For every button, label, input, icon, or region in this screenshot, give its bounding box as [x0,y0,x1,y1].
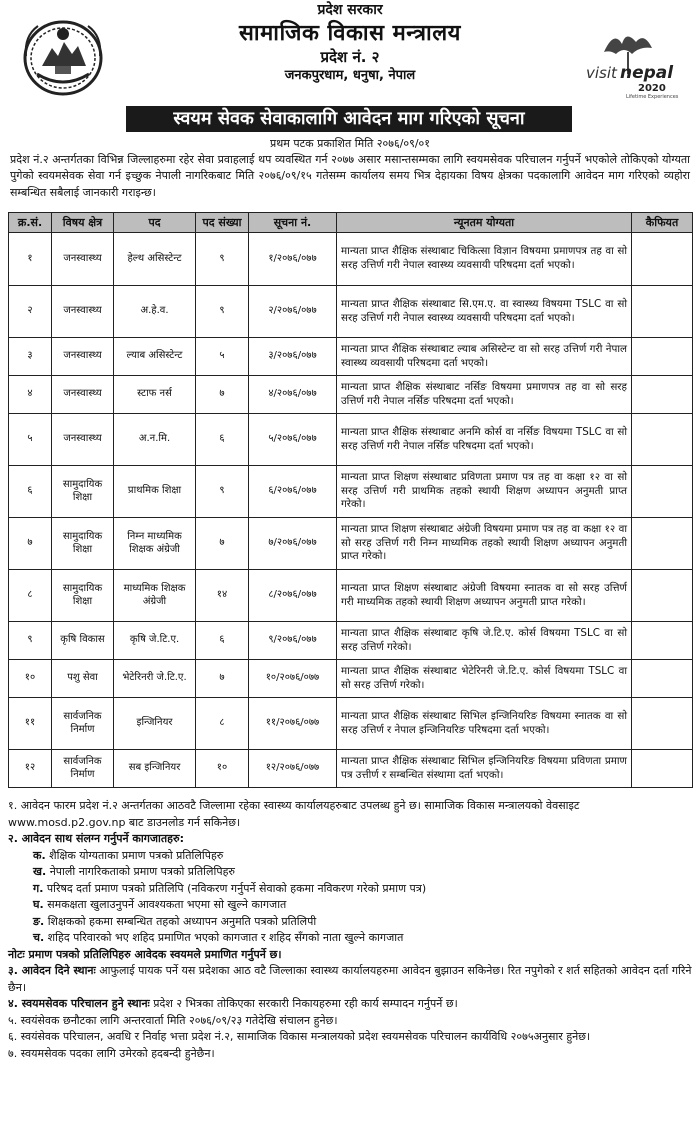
notice-intro-paragraph: प्रदेश नं.२ अन्तर्गतका विभिन्न जिल्लाहरुमा रहेर सेवा प्रवाहलाई थप व्यवस्थित गर्न २०७७ असार मसान्तसम्मका लागि स्वयमसेवक परिचालन गर्नुपर्ने भएकोले तोकिएको योग्यता पुगेको स्वयमसेवक सेवा गर्न इच्छुक नेपाली नागरिकबाट मिति २०७६/०९/१५ गतेसम्म कार्यालय समय भित्र देहायका विषय क्षेत्रका पदकालागि आवेदन माग गरिएको व्यहोरा सम्बन्धित सबैलाई जानकारी गराइन्छ। [10,153,690,199]
note-4-text: प्रदेश २ भित्रका तोकिएका सरकारी निकायहरुमा रही कार्य सम्पादन गर्नुपर्ने छ। [153,997,458,1010]
cell-remark [632,518,693,570]
notice-notes [8,798,692,1062]
cell-remark [632,622,693,660]
note-2-required-documents-title: २. आवेदन साथ संलग्न गर्नुपर्ने कागजातहरु: [8,832,184,845]
header-post: पद [114,213,196,233]
cell-area: सार्वजनिक निर्माण [52,698,114,750]
cell-qualification: मान्यता प्राप्त शैक्षिक संस्थाबाट अनमि कोर्स वा नर्सिङ विषयमा TSLC वा सो सरह उत्तिर्ण गरी नेपाल नर्सिङ परिषदमा दर्ता भएको। [337,414,632,466]
cell-notice: ६/२०७६/०७७ [249,466,337,518]
note-6-procedure: ६. स्वयंसेवक परिचालन, अवधि र निर्वाह भत्ता प्रदेश नं.२, सामाजिक विकास मन्त्रालयको प्रदेश स्वयमसेवक परिचालन कार्यविधि २०७५अनुसार हुनेछ। [8,1030,591,1043]
cell-sn: ६ [9,466,52,518]
document-item [8,881,692,898]
header-notice-number: सूचना नं. [249,213,337,233]
document-item-label: क. [33,848,46,862]
cell-sn: ७ [9,518,52,570]
header-min-qualification: न्यूनतम योग्यता [337,213,632,233]
cell-post: इन्जिनियर [114,698,196,750]
document-item-text: परिषद दर्ता प्रमाण पत्रको प्रतिलिपि (नविकरण गर्नुपर्ने सेवाको हकमा नविकरण गरेको प्रमाण पत्र) [46,881,427,895]
cell-qualification: मान्यता प्राप्त शैक्षिक संस्थाबाट भेटेरिनरी जे.टि.ए. कोर्स विषयमा TSLC वा सो सरह उत्तिर्ण गरेको। [337,660,632,698]
cell-remark [632,376,693,414]
cell-sn: ५ [9,414,52,466]
cell-count: १० [196,750,249,788]
document-item-label: ग. [33,881,44,895]
cell-remark [632,338,693,376]
cell-post: हेल्थ असिस्टेन्ट [114,233,196,286]
document-item-text: नेपाली नागरिकताको प्रमाण पत्रको प्रतिलिपिहरु [49,865,235,878]
document-item-label: ख. [33,865,47,878]
document-item [8,864,692,881]
table-row [9,518,693,570]
cell-post: अ.न.मि. [114,414,196,466]
cell-count: ९ [196,233,249,286]
cell-qualification: मान्यता प्राप्त शैक्षिक संस्थाबाट कृषि जे.टि.ए. कोर्स विषयमा TSLC वा सो सरह उत्तिर्ण गरेको। [337,622,632,660]
table-row [9,466,693,518]
table-row [9,414,693,466]
visit-nepal-2020-logo [582,24,682,99]
cell-post: निम्न माध्यमिक शिक्षक अंग्रेजी [114,518,196,570]
cell-count: १४ [196,570,249,622]
cell-sn: २ [9,286,52,338]
cell-post: भेटेरिनरी जे.टि.ए. [114,660,196,698]
note-3-text: आफुलाई पायक पर्ने यस प्रदेशका आठ वटै जिल्लाका स्वास्थ्य कार्यालयहरुमा आवेदन बुझाउन सकिनेछ। रित नपुगेको र शर्त सहितको आवेदन दर्ता गरिने छैन। [8,964,692,994]
cell-notice: ७/२०७६/०७७ [249,518,337,570]
cell-notice: ४/२०७६/०७७ [249,376,337,414]
note-4-label: ४. स्वयमसेवक परिचालन हुने स्थानः [8,997,150,1010]
table-row [9,622,693,660]
note-3-label: ३. आवेदन दिने स्थानः [8,964,96,977]
notice-banner-title: स्वयम सेवक सेवाकालागि आवेदन माग गरिएको सूचना [126,106,572,132]
cell-sn: ९ [9,622,52,660]
note-7-age-limit: ७. स्वयमसेवक पदका लागि उमेरको हदबन्दी हुनेछैन। [8,1046,215,1060]
cell-sn: ४ [9,376,52,414]
cell-qualification: मान्यता प्राप्त शिक्षण संस्थाबाट अंग्रेजी विषयमा प्रमाण पत्र तह वा कक्षा १२ वा सो सरह उत्तिर्ण गरी निम्न माध्यमिक तहको स्थायी शिक्षण अध्यापन अनुमती प्राप्त गरेको। [337,518,632,570]
ministry-title: सामाजिक विकास मन्त्रालय [239,21,461,46]
document-item-label: घ. [33,898,44,911]
cell-area: जनस्वास्थ्य [52,286,114,338]
document-item [8,930,692,947]
header-sn: क्र.सं. [9,213,52,233]
cell-remark [632,750,693,788]
cell-post: सब इन्जिनियर [114,750,196,788]
cell-post: स्टाफ नर्स [114,376,196,414]
cell-count: ६ [196,622,249,660]
cell-sn: १० [9,660,52,698]
cell-notice: १०/२०७६/०७७ [249,660,337,698]
cell-qualification: मान्यता प्राप्त शैक्षिक संस्थाबाट ल्याब असिस्टेन्ट वा सो सरह उत्तिर्ण गरी नेपाल स्वास्थ्य व्यवसायी परिषदमा दर्ता भएको। [337,338,632,376]
table-header-row [9,213,693,233]
cell-qualification: मान्यता प्राप्त शैक्षिक संस्थाबाट नर्सिङ विषयमा प्रमाणपत्र तह वा सो सरह उत्तिर्ण गरी नेपाल नर्सिङ परिषदमा दर्ता भएको। [337,376,632,414]
document-item [8,897,692,914]
table-row [9,286,693,338]
cell-qualification: मान्यता प्राप्त शैक्षिक संस्थाबाट सिभिल इन्जिनियरिङ विषयमा स्नातक वा सो सरह उत्तिर्ण र नेपाल इन्जिनियरिङ परिषदमा दर्ता भएको। [337,698,632,750]
header-post-count: पद संख्या [196,213,249,233]
document-item-text: शैक्षिक योग्यताका प्रमाण पत्रको प्रतिलिपिहरु [49,848,224,862]
svg-text:Lifetime Experiences: Lifetime Experiences [626,94,679,99]
cell-qualification: मान्यता प्राप्त शैक्षिक संस्थाबाट चिकित्सा विज्ञान विषयमा प्रमाणपत्र तह वा सो सरह उत्तिर्ण गरी नेपाल स्वास्थ्य व्यवसायी परिषदमा दर्ता भएको। [337,233,632,286]
table-row [9,660,693,698]
office-address: जनकपुरधाम, धनुषा, नेपाल [284,68,416,83]
svg-text:nepal: nepal [620,63,674,83]
cell-area: जनस्वास्थ्य [52,414,114,466]
table-row [9,750,693,788]
cell-count: ९ [196,286,249,338]
cell-count: ५ [196,338,249,376]
cell-remark [632,286,693,338]
table-row [9,376,693,414]
cell-notice: ९/२०७६/०७७ [249,622,337,660]
cell-remark [632,698,693,750]
cell-post: प्राथमिक शिक्षा [114,466,196,518]
svg-text:2020: 2020 [638,83,666,94]
table-row [9,570,693,622]
document-item-label: च. [33,931,45,944]
cell-sn: ३ [9,338,52,376]
cell-remark [632,233,693,286]
cell-post: ल्याब असिस्टेन्ट [114,338,196,376]
note-3-application-place [8,963,692,996]
cell-area: सार्वजनिक निर्माण [52,750,114,788]
cell-qualification: मान्यता प्राप्त शिक्षण संस्थाबाट प्रविणता प्रमाण पत्र तह वा कक्षा १२ वा सो सरह उत्तिर्ण गरी प्राथमिक तहको स्थायी शिक्षण अध्यापन अनुमती प्राप्त गरेको। [337,466,632,518]
cell-notice: १/२०७६/०७७ [249,233,337,286]
cell-remark [632,570,693,622]
document-item-label: ङ. [33,914,45,928]
cell-notice: ११/२०७६/०७७ [249,698,337,750]
cell-sn: १ [9,233,52,286]
cell-qualification: मान्यता प्राप्त शैक्षिक संस्थाबाट सिभिल इन्जिनियरिङ विषयमा प्रविणता प्रमाण पत्र उत्तीर्ण र सम्बन्धित संस्थामा दर्ता भएको। [337,750,632,788]
cell-qualification: मान्यता प्राप्त शैक्षिक संस्थाबाट सि.एम.ए. वा स्वास्थ्य विषयमा TSLC वा सो सरह उत्तिर्ण गरी नेपाल स्वास्थ्य व्यवसायी परिषदमा दर्ता भएको। [337,286,632,338]
cell-post: अ.हे.व. [114,286,196,338]
header-subject-area: विषय क्षेत्र [52,213,114,233]
government-title: प्रदेश सरकार [317,2,383,18]
cell-count: ६ [196,414,249,466]
publication-date: प्रथम पटक प्रकाशित मिति २०७६/०९/०१ [270,137,430,150]
table-row [9,698,693,750]
note-4-deployment-place [8,996,692,1013]
cell-notice: १२/२०७६/०७७ [249,750,337,788]
cell-area: सामुदायिक शिक्षा [52,466,114,518]
cell-area: जनस्वास्थ्य [52,338,114,376]
table-row [9,338,693,376]
vacancy-table [8,212,693,788]
cell-sn: ८ [9,570,52,622]
cell-notice: ३/२०७६/०७७ [249,338,337,376]
cell-post: माध्यमिक शिक्षक अंग्रेजी [114,570,196,622]
cell-area: सामुदायिक शिक्षा [52,570,114,622]
cell-sn: १२ [9,750,52,788]
cell-qualification: मान्यता प्राप्त शिक्षण संस्थाबाट अंग्रेजी विषयमा स्नातक वा सो सरह उत्तिर्ण गरी माध्यमिक तहको स्थायी शिक्षण अध्यापन अनुमती प्राप्त गरेको। [337,570,632,622]
note-5-interview-date: ५. स्वयंसेवक छनौटका लागि अन्तरवार्ता मिति २०७६/०९/२३ गतेदेखि संचालन हुनेछ। [8,1013,338,1027]
cell-post: कृषि जे.टि.ए. [114,622,196,660]
cell-count: ७ [196,376,249,414]
document-header [0,0,700,100]
cell-count: ९ [196,466,249,518]
cell-area: जनस्वास्थ्य [52,233,114,286]
document-item [8,848,692,865]
cell-notice: ५/२०७६/०७७ [249,414,337,466]
cell-area: सामुदायिक शिक्षा [52,518,114,570]
document-item-text: समकक्षता खुलाउनुपर्ने आवश्यकता भएमा सो खुल्ने कागजात [47,898,287,911]
document-item-text: शिक्षकको हकमा सम्बन्धित तहको अध्यापन अनुमति पत्रको प्रतिलिपी [47,914,317,928]
cell-area: जनस्वास्थ्य [52,376,114,414]
document-item-text: शहिद परिवारको भए शहिद प्रमाणित भएको कागजात र शहिद सँगको नाता खुल्ने कागजात [47,931,404,944]
cell-remark [632,414,693,466]
svg-text:visit: visit [586,64,617,82]
cell-remark [632,466,693,518]
note-self-certify: नोटः प्रमाण पत्रको प्रतिलिपिहरु आवेदक स्वयमले प्रमाणित गर्नुपर्ने छ। [8,947,282,961]
cell-remark [632,660,693,698]
note-1-application-form: १. आवेदन फारम प्रदेश नं.२ अन्तर्गतका आठवटै जिल्लामा रहेका स्वास्थ्य कार्यालयहरुबाट उपलब्ध हुने छ। सामाजिक विकास मन्त्रालयको वेवसाइट www.mosd.p2.gov.np बाट डाउनलोड गर्न सकिनेछ। [8,799,580,829]
cell-notice: ८/२०७६/०७७ [249,570,337,622]
cell-area: पशु सेवा [52,660,114,698]
document-item [8,914,692,931]
cell-sn: ११ [9,698,52,750]
cell-count: ७ [196,660,249,698]
cell-count: ८ [196,698,249,750]
cell-count: ७ [196,518,249,570]
cell-notice: २/२०७६/०७७ [249,286,337,338]
header-remarks: कैफियत [632,213,693,233]
cell-area: कृषि विकास [52,622,114,660]
table-row [9,233,693,286]
province-title: प्रदेश नं. २ [320,48,380,66]
